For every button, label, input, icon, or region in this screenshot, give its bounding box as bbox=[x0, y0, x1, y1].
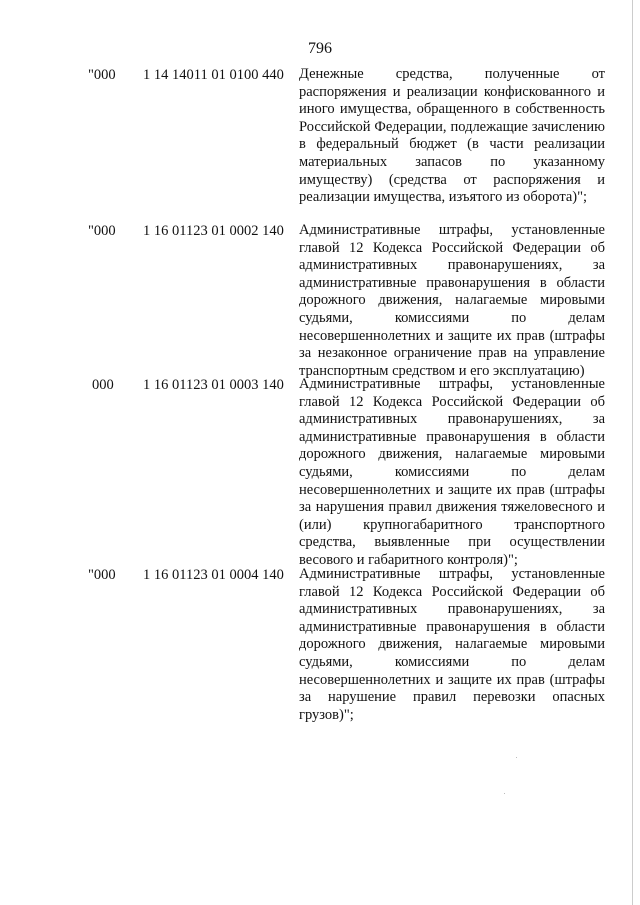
entry-description: Административные штрафы, установленные главой 12 Кодекса Российской Федерации об административных правонарушениях, за административные правонарушения в области дорожного движения, налагаемые мировыми судьями, комиссиями по делам несовершеннолетних и защите их прав (штрафы за нарушения правил движения тяжеловесного и (или) крупногабаритного транспортного средства, выявленные при осуществлении весового и габаритного контроля)"; bbox=[299, 376, 605, 568]
entry-admin-code: "000 bbox=[88, 567, 116, 583]
page-number: 796 bbox=[308, 40, 332, 57]
entry-admin-code: "000 bbox=[88, 223, 116, 239]
entry-budget-code: 1 16 01123 01 0002 140 bbox=[143, 223, 284, 239]
entry-description: Административные штрафы, установленные главой 12 Кодекса Российской Федерации об административных правонарушениях, за административные правонарушения в области дорожного движения, налагаемые мировыми судьями, комиссиями по делам несовершеннолетних и защите их прав (штрафы за незаконное ограничение прав на управление транспортным средством и его эксплуатацию) bbox=[299, 222, 605, 379]
scan-speck bbox=[516, 757, 517, 758]
entry-admin-code: "000 bbox=[88, 67, 116, 83]
entry-description: Административные штрафы, установленные главой 12 Кодекса Российской Федерации об административных правонарушениях, за административные правонарушения в области дорожного движения, налагаемые мировыми судьями, комиссиями по делам несовершеннолетних и защите их прав (штрафы за нарушение правил перевозки опасных грузов)"; bbox=[299, 566, 605, 723]
entry-budget-code: 1 16 01123 01 0004 140 bbox=[143, 567, 284, 583]
entry-description: Денежные средства, полученные от распоряжения и реализации конфискованного и иного имущества, обращенного в собственность Российской Федерации, подлежащие зачислению в федеральный бюджет (в части реализации материальных запасов по указанному имуществу) (средства от распоряжения и реализации имущества, изъятого из оборота)"; bbox=[299, 66, 605, 206]
entry-admin-code: 000 bbox=[92, 377, 114, 393]
entry-budget-code: 1 16 01123 01 0003 140 bbox=[143, 377, 284, 393]
scan-speck bbox=[504, 793, 505, 794]
scan-edge-line bbox=[632, 0, 633, 905]
entry-budget-code: 1 14 14011 01 0100 440 bbox=[143, 67, 284, 83]
